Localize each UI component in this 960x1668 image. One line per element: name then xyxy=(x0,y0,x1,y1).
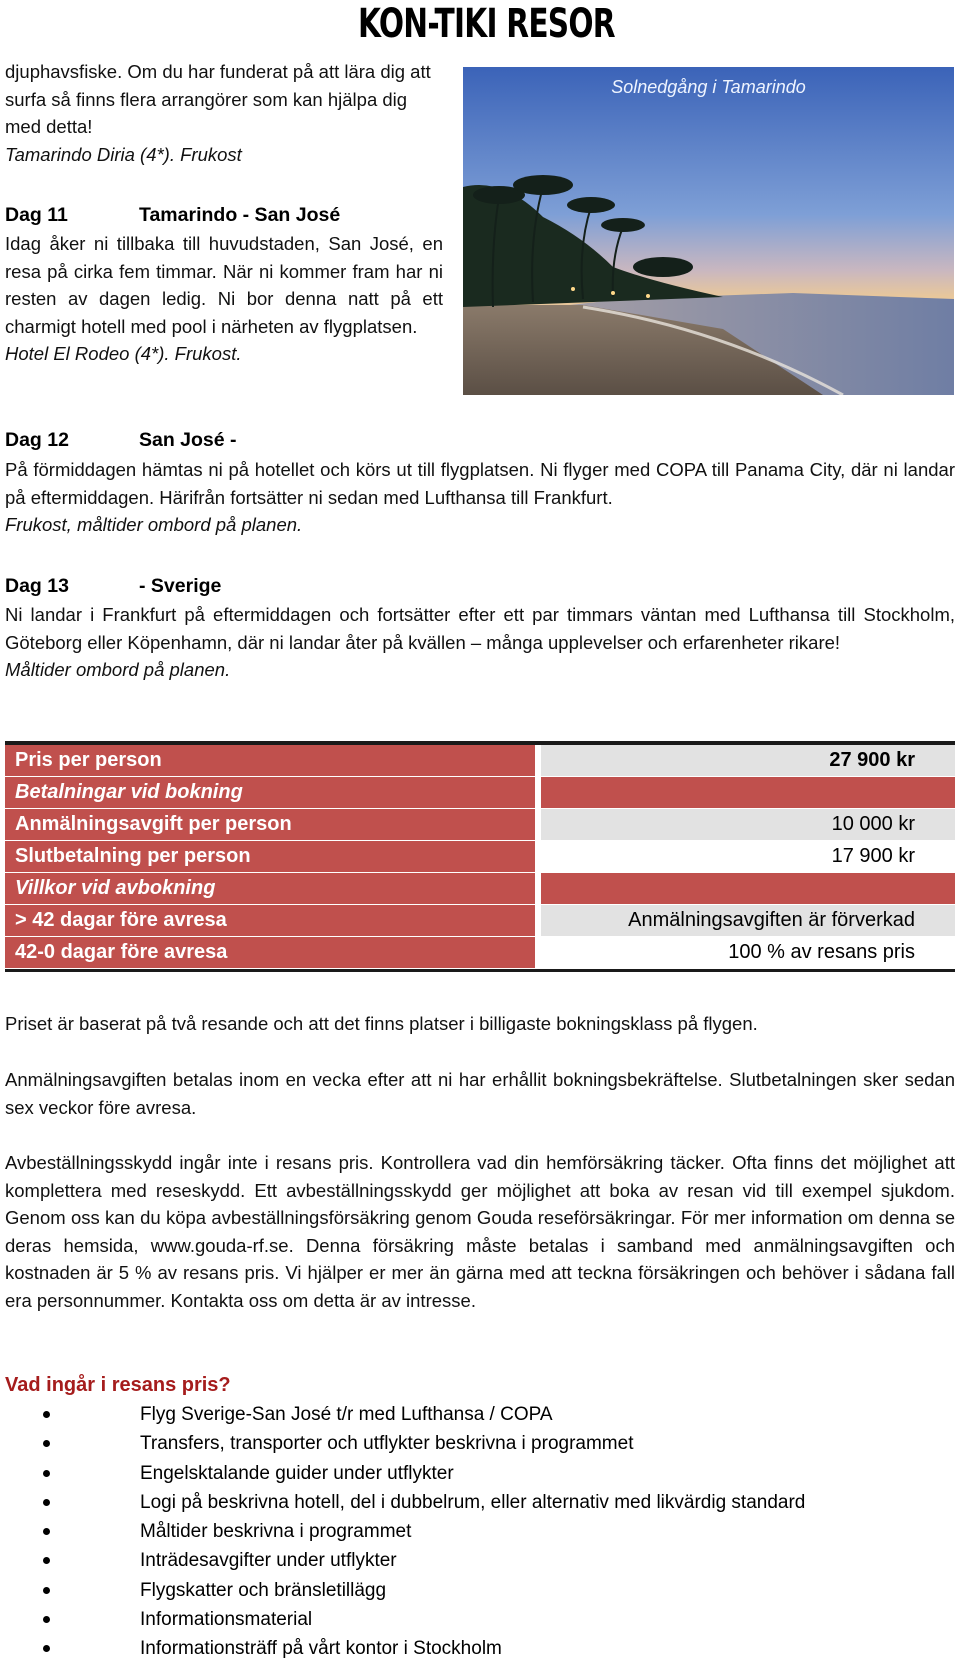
bullet-icon xyxy=(43,1411,50,1418)
included-item: Informationsträff på vårt kontor i Stockholm xyxy=(140,1638,502,1660)
bullet-icon xyxy=(43,1587,50,1594)
day-note: Frukost, måltider ombord på planen. xyxy=(5,514,303,535)
day-title: - Sverige xyxy=(139,575,222,597)
bullet-icon xyxy=(43,1645,50,1652)
price-row-final-payment xyxy=(5,841,955,873)
note-price-basis: Priset är baserat på två resande och att det finns platser i billigaste bokningsklass på flygen. xyxy=(5,1013,758,1034)
day-number: Dag 11 xyxy=(5,204,68,226)
list-item xyxy=(0,1517,805,1546)
included-item: Transfers, transporter och utflykter beskrivna i programmet xyxy=(140,1433,634,1455)
price-row-42-0-days xyxy=(5,937,955,969)
day-note: Hotel El Rodeo (4*). Frukost. xyxy=(5,343,242,364)
brand-logo: KON-TIKI RESOR xyxy=(358,1,615,47)
bullet-icon xyxy=(43,1557,50,1564)
day-title: San José - xyxy=(139,429,237,451)
day-description: Ni landar i Frankfurt på eftermiddagen och fortsätter efter ett par timmars väntan med Lufthansa till Stockholm, Göteborg eller Köpenhamn, där ni landar åter på kvällen – många upplevelser och erfarenheter rikare! xyxy=(5,604,955,653)
price-label: Pris per person xyxy=(5,745,541,776)
included-item: Engelsktalande guider under utflykter xyxy=(140,1462,454,1484)
list-item xyxy=(0,1429,805,1458)
bullet-icon xyxy=(43,1470,50,1477)
price-value xyxy=(541,777,955,808)
list-item xyxy=(0,1576,805,1605)
day-note: Måltider ombord på planen. xyxy=(5,659,231,680)
price-value: 17 900 kr xyxy=(541,841,955,872)
intro-hotel: Tamarindo Diria (4*). Frukost xyxy=(5,143,242,165)
list-item xyxy=(0,1488,805,1517)
list-item xyxy=(0,1400,805,1429)
list-item xyxy=(0,1634,805,1663)
day-title: Tamarindo - San José xyxy=(139,204,341,226)
price-label: Anmälningsavgift per person xyxy=(5,809,541,840)
price-value: Anmälningsavgiften är förverkad xyxy=(541,905,955,936)
photo-caption: Solnedgång i Tamarindo xyxy=(611,77,806,97)
price-label: > 42 dagar före avresa xyxy=(5,905,541,936)
included-item: Inträdesavgifter under utflykter xyxy=(140,1550,397,1572)
price-row-price xyxy=(5,745,955,777)
included-item: Flygskatter och bränsletillägg xyxy=(140,1579,387,1601)
bullet-icon xyxy=(43,1528,50,1535)
price-row-deposit xyxy=(5,809,955,841)
day-description: Idag åker ni tillbaka till huvudstaden, San José, en resa på cirka fem timmar. När ni kommer fram har ni resten av dagen ledig. Ni bor denna natt på ett charmigt hotell med pool i närheten av flygplatsen. xyxy=(5,233,443,337)
price-label: Villkor vid avbokning xyxy=(5,873,541,904)
included-title: Vad ingår i resans pris? xyxy=(5,1374,231,1396)
price-row-payments xyxy=(5,777,955,809)
price-table xyxy=(5,741,955,972)
day-12-heading xyxy=(5,426,237,454)
day-13-text xyxy=(5,601,955,684)
included-item: Informationsmaterial xyxy=(140,1609,313,1631)
intro-line: djuphavsfiske. Om du har funderat på att lära dig att surfa så finns flera arrangörer som kan hjälpa dig med detta! xyxy=(5,61,431,137)
price-label: Slutbetalning per person xyxy=(5,841,541,872)
list-item xyxy=(0,1459,805,1488)
price-label: 42-0 dagar före avresa xyxy=(5,937,541,968)
price-label: Betalningar vid bokning xyxy=(5,777,541,808)
sunset-beach-image xyxy=(463,67,954,395)
price-value xyxy=(541,873,955,904)
price-value: 27 900 kr xyxy=(541,745,955,776)
included-item: Måltider beskrivna i programmet xyxy=(140,1521,412,1543)
bullet-icon xyxy=(43,1499,50,1506)
day-11-text xyxy=(5,230,443,368)
day-11-heading xyxy=(5,201,340,229)
price-value: 100 % av resans pris xyxy=(541,937,955,968)
intro-text xyxy=(5,58,443,168)
day-number: Dag 12 xyxy=(5,429,69,451)
note-payment-terms: Anmälningsavgiften betalas inom en vecka efter att ni har erhållit bokningsbekräftelse. Slutbetalningen sker sedan sex veckor före avresa. xyxy=(5,1069,955,1118)
bullet-icon xyxy=(43,1440,50,1447)
included-item: Flyg Sverige-San José t/r med Lufthansa / COPA xyxy=(140,1404,553,1425)
note-cancellation-insurance: Avbeställningsskydd ingår inte i resans pris. Kontrollera vad din hemförsäkring täcker. Ofta finns det möjlighet att komplettera med reseskydd. Ett avbeställningsskydd ger möjlighet att boka av resan vid till exempel sjukdom. Genom oss kan du köpa avbeställningsförsäkring genom Gouda reseförsäkringar. För mer information om denna se deras hemsida, www.gouda-rf.se. Denna försäkring måste betalas i samband med anmälningsavgiften och kostnaden är 5 % av resans pris. Vi hjälper er mer än gärna med att teckna försäkringen och behöver i sådana fall era personnummer. Kontakta oss om detta är av intresse. xyxy=(5,1152,955,1311)
list-item xyxy=(0,1605,805,1634)
day-13-heading xyxy=(5,572,221,600)
day-12-text xyxy=(5,456,955,539)
beach-photo xyxy=(463,67,954,395)
price-row-cancellation-terms xyxy=(5,873,955,905)
price-row-over-42-days xyxy=(5,905,955,937)
day-description: På förmiddagen hämtas ni på hotellet och körs ut till flygplatsen. Ni flyger med COPA till Panama City, där ni landar på eftermiddagen. Härifrån fortsätter ni sedan med Lufthansa till Frankfurt. xyxy=(5,459,955,508)
bullet-icon xyxy=(43,1616,50,1623)
included-item: Logi på beskrivna hotell, del i dubbelrum, eller alternativ med likvärdig standard xyxy=(140,1491,806,1513)
included-list xyxy=(0,1400,805,1664)
day-number: Dag 13 xyxy=(5,575,69,597)
price-value: 10 000 kr xyxy=(541,809,955,840)
list-item xyxy=(0,1546,805,1575)
